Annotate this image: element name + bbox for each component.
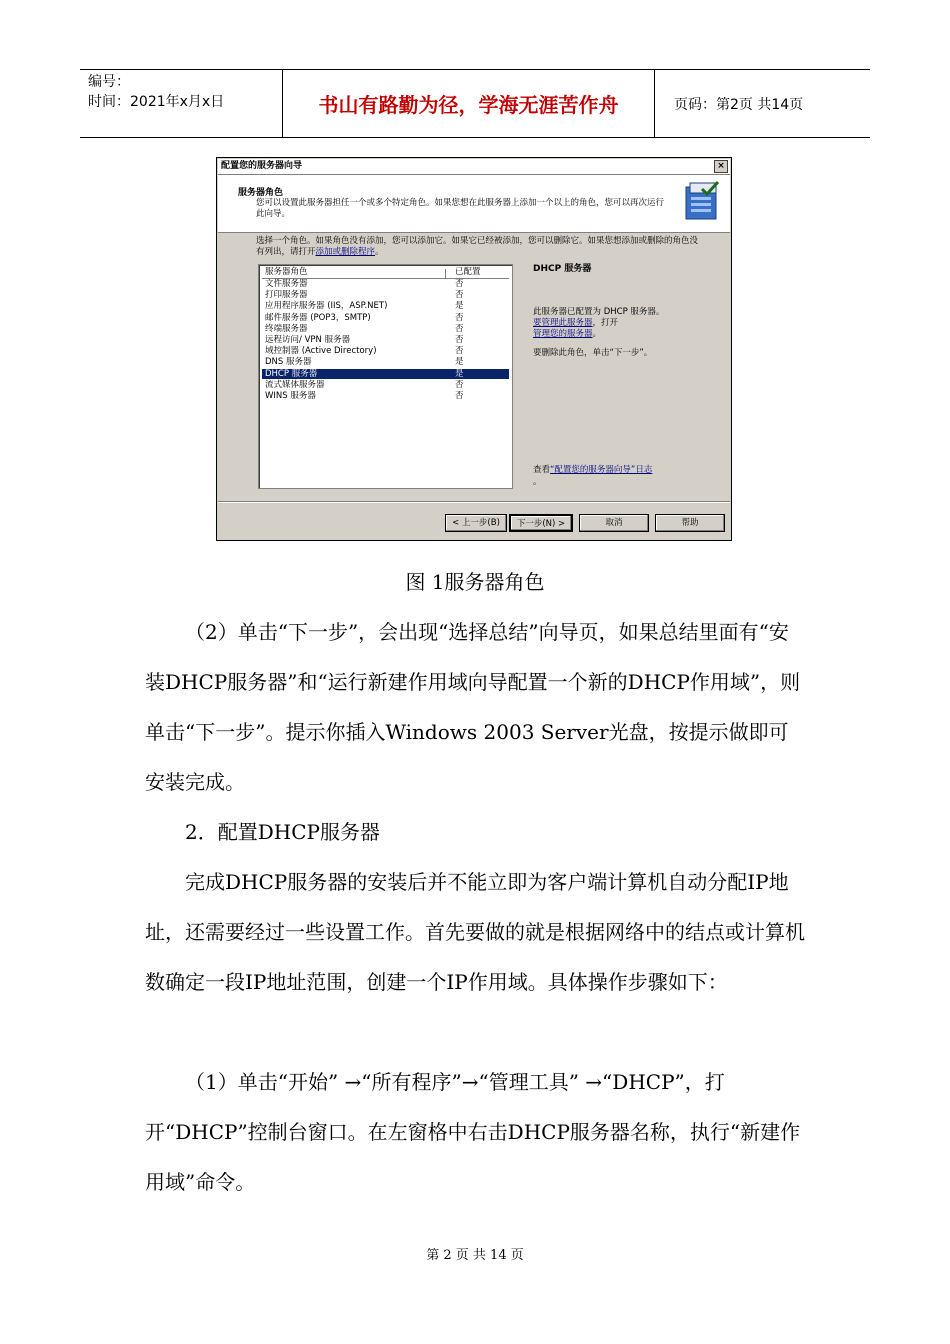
list-header-configured: 已配置 [455, 267, 481, 277]
paragraph-3: （1）单击“开始” →“所有程序”→“管理工具” →“DHCP”，打开“DHCP”控制台窗口。在左窗格中右击DHCP服务器名称，执行“新建作用域”命令。 [145, 1070, 801, 1194]
role-name: 邮件服务器 (POP3，SMTP) [265, 312, 371, 323]
next-button[interactable]: 下一步(N) > [509, 514, 573, 532]
page-info [664, 70, 870, 137]
role-info-body [533, 307, 713, 340]
role-name: 域控制器 (Active Directory) [265, 346, 377, 357]
role-name: WINS 服务器 [265, 391, 316, 401]
dialog-description: 您可以设置此服务器担任一个或多个特定角色。如果您想在此服务器上添加一个以上的角色，您可以再次运行此向导。 [256, 198, 665, 219]
role-configured: 否 [455, 391, 464, 401]
list-item[interactable] [262, 313, 509, 324]
back-button[interactable]: < 上一步(B) [445, 514, 507, 532]
column-separator [445, 269, 446, 279]
list-header-role: 服务器角色 [265, 267, 308, 277]
role-name: DHCP 服务器 [265, 368, 318, 379]
dialog-titlebar [218, 159, 730, 175]
role-configured: 是 [455, 301, 464, 312]
role-configured: 是 [455, 368, 464, 379]
list-header [262, 267, 509, 279]
paragraph-1: （2）单击“下一步”，会出现“选择总结”向导页，如果总结里面有“安装DHCP服务器”和“运行新建作用域向导配置一个新的DHCP作用域”，则单击“下一步”。提示你插入Windows 2003 Server光盘，按提示做即可安装完成。 [145, 620, 801, 794]
figure-caption: 图 1服务器角色 [405, 570, 545, 594]
dialog-footer-divider [218, 501, 730, 502]
role-remove-hint: 要删除此角色，单击“下一步”。 [533, 348, 653, 358]
manage-server-link[interactable]: 要管理此服务器 [533, 318, 593, 328]
page-footer: 第 2 页 共 14 页 [426, 1248, 524, 1263]
dialog-title: 配置您的服务器向导 [221, 161, 303, 171]
list-item[interactable] [262, 346, 509, 357]
manage-your-server-link[interactable]: 管理您的服务器 [533, 329, 593, 339]
list-item[interactable] [262, 357, 509, 368]
role-name: 远程访问/ VPN 服务器 [265, 335, 351, 345]
header-table [80, 69, 870, 138]
intro-text-body: 选择一个角色。如果角色没有添加，您可以添加它。如果它已经被添加，您可以删除它。如果您想添加或删除的角色没有列出，请打开 [256, 236, 699, 257]
role-configured: 是 [455, 357, 464, 368]
role-configured: 否 [455, 379, 464, 390]
role-name: 打印服务器 [265, 290, 308, 301]
role-configured: 否 [455, 279, 464, 289]
role-name: 终端服务器 [265, 323, 308, 334]
role-name: 文件服务器 [265, 279, 308, 289]
list-item[interactable] [262, 380, 509, 391]
close-icon[interactable]: × [714, 160, 728, 173]
role-configured: 否 [455, 290, 464, 301]
role-info-text-1: 此服务器已配置为 DHCP 服务器。 [533, 307, 665, 317]
section-heading: 2．配置DHCP服务器 [185, 820, 380, 844]
intro-text-end: 。 [375, 247, 384, 257]
list-item[interactable] [262, 335, 509, 346]
paragraph-2: 完成DHCP服务器的安装后并不能立即为客户端计算机自动分配IP地址，还需要经过一些设置工作。首先要做的就是根据网络中的结点或计算机数确定一段IP地址范围，创建一个IP作用域。具体操作步骤如下： [145, 870, 805, 994]
role-configured: 否 [455, 346, 464, 357]
header-meta [80, 70, 283, 137]
wizard-log-link[interactable]: “配置您的服务器向导”日志 [550, 465, 653, 475]
role-info-text-3: 。 [592, 329, 602, 339]
role-info-text-2: ，打开 [592, 318, 619, 328]
add-remove-programs-link[interactable]: 添加或删除程序 [315, 247, 376, 257]
time-label: 时间：2021年x月x日 [88, 94, 225, 110]
role-info-panel [533, 264, 713, 358]
list-item[interactable] [262, 279, 509, 290]
dialog-header-band [218, 175, 730, 233]
roles-list[interactable] [258, 264, 513, 489]
wizard-log [533, 464, 713, 488]
number-label: 编号： [88, 74, 130, 90]
motto: 书山有路勤为径，学海无涯苦作舟 [283, 70, 655, 137]
list-item[interactable] [262, 324, 509, 335]
role-configured: 否 [455, 323, 464, 334]
list-item[interactable] [262, 391, 509, 402]
dialog-heading: 服务器角色 [238, 188, 284, 198]
role-name: 应用程序服务器 (IIS，ASP.NET) [265, 301, 388, 312]
role-configured: 否 [455, 312, 464, 323]
log-prefix: 查看 [533, 465, 551, 475]
page-info-text: 页码：第2页 共14页 [674, 96, 804, 113]
role-name: DNS 服务器 [265, 357, 312, 368]
list-item[interactable] [262, 301, 509, 312]
log-suffix: 。 [533, 477, 542, 487]
list-item[interactable] [262, 369, 509, 380]
intro-text [256, 236, 706, 258]
cancel-button[interactable]: 取消 [579, 514, 649, 532]
help-button[interactable]: 帮助 [655, 514, 725, 532]
server-wizard-dialog [216, 157, 732, 541]
role-name: 流式媒体服务器 [265, 379, 325, 390]
role-configured: 否 [455, 335, 464, 345]
wizard-server-icon [682, 181, 724, 223]
list-item[interactable] [262, 290, 509, 301]
role-info-title: DHCP 服务器 [533, 264, 592, 274]
